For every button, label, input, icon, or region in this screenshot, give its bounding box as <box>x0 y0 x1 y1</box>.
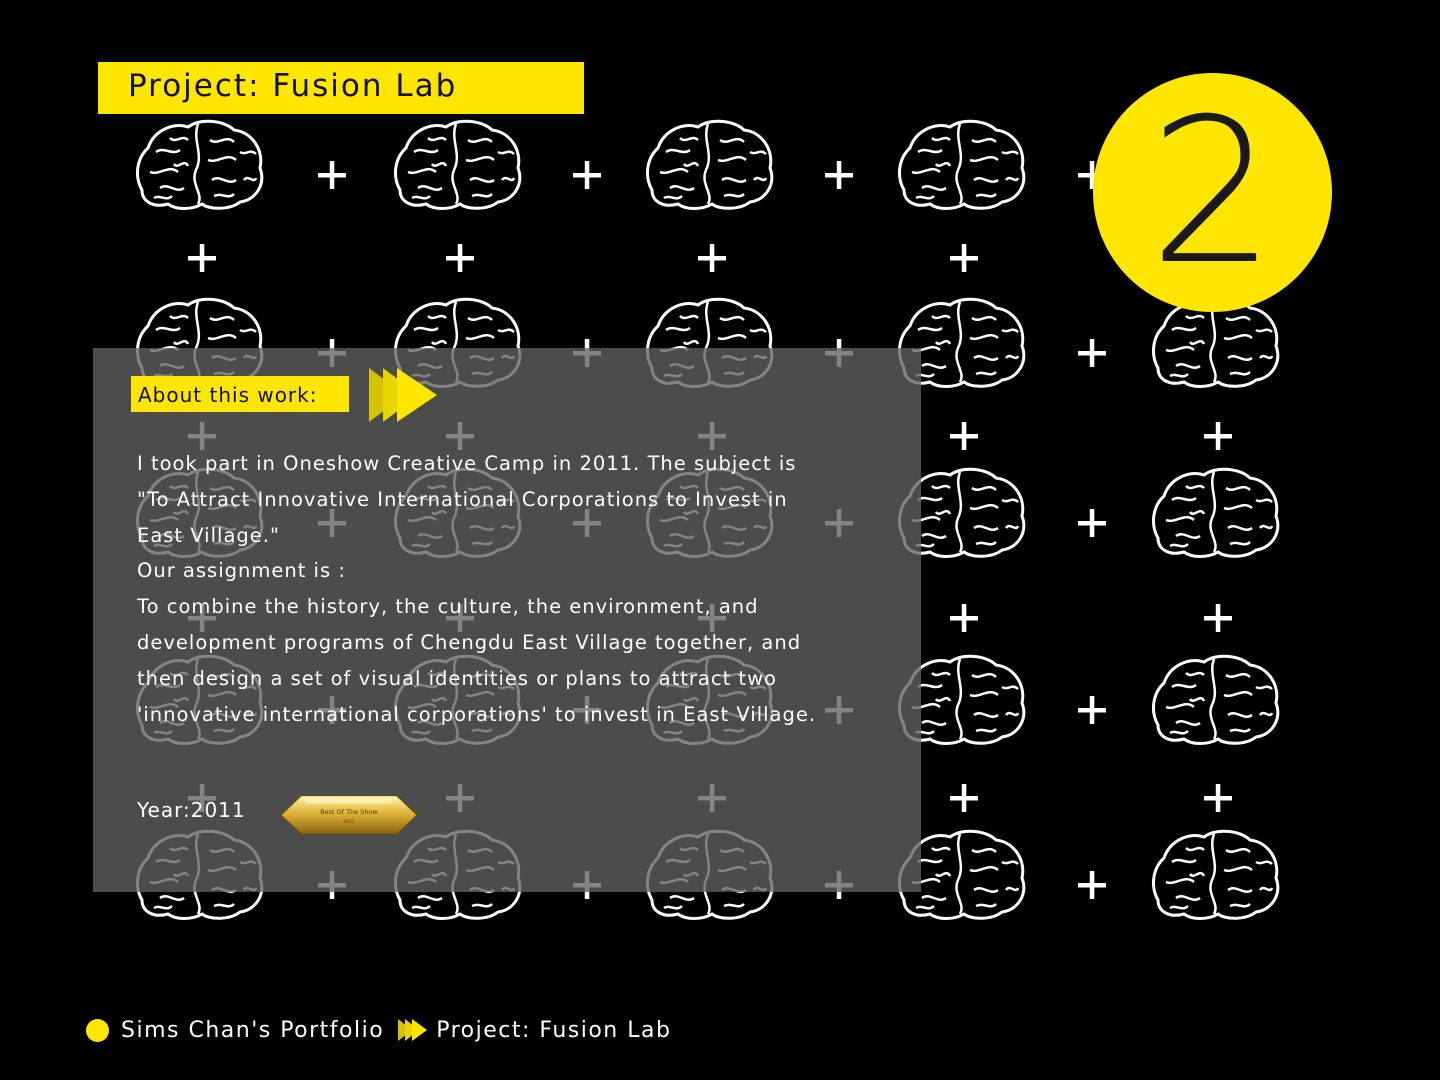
plus-icon <box>698 244 726 272</box>
description-line: 'innovative international corporations' to invest in East Village. <box>137 702 817 726</box>
triple-chevron-icon <box>369 366 441 424</box>
brain-icon <box>647 121 771 208</box>
about-label: About this work: <box>138 383 318 407</box>
plus-icon <box>1078 339 1106 367</box>
plus-icon <box>1204 422 1232 450</box>
brain-icon <box>1153 469 1277 556</box>
plus-icon <box>825 161 853 189</box>
project-number: 2 <box>1148 76 1277 309</box>
breadcrumb-portfolio[interactable]: Sims Chan's Portfolio <box>121 1017 385 1043</box>
project-title-bar <box>98 62 584 114</box>
project-number-badge <box>1093 73 1332 312</box>
description-line: I took part in Oneshow Creative Camp in 2011. The subject is <box>137 452 797 475</box>
brain-icon <box>1153 656 1277 743</box>
plus-icon <box>1078 509 1106 537</box>
project-title: Project: Fusion Lab <box>128 68 458 104</box>
plus-icon <box>188 244 216 272</box>
about-panel <box>93 348 921 892</box>
plus-icon <box>1078 871 1106 899</box>
plus-icon <box>573 161 601 189</box>
plus-icon <box>1204 784 1232 812</box>
brain-icon <box>137 121 261 208</box>
description-line: "To Attract Innovative International Corporations to Invest in <box>137 487 788 511</box>
plus-icon <box>950 244 978 272</box>
plus-icon <box>1078 696 1106 724</box>
plus-icon <box>950 604 978 632</box>
plus-icon <box>318 161 346 189</box>
plus-icon <box>1204 604 1232 632</box>
plus-icon <box>446 244 474 272</box>
description-line: development programs of Chengdu East Village together, and <box>137 630 802 654</box>
project-year: Year:2011 <box>137 798 246 822</box>
description-line: To combine the history, the culture, the environment, and <box>137 595 759 619</box>
brain-icon <box>395 121 519 208</box>
description-line: East Village." <box>137 523 280 547</box>
gold-pencil-award-icon <box>279 790 419 840</box>
description-line: then design a set of visual identities or plans to attract two <box>137 666 777 690</box>
description-line: Our assignment is : <box>137 559 346 583</box>
award-label: Best Of The Show <box>320 808 378 816</box>
about-description <box>137 446 857 732</box>
plus-icon <box>950 784 978 812</box>
about-label-box <box>131 376 349 412</box>
breadcrumb-project: Project: Fusion Lab <box>436 1017 672 1043</box>
brain-icon <box>899 121 1023 208</box>
breadcrumb <box>86 1012 671 1048</box>
triple-chevron-icon <box>398 1018 428 1042</box>
yellow-dot-icon <box>86 1019 109 1042</box>
plus-icon <box>950 422 978 450</box>
award-year: 2011 <box>343 820 355 825</box>
brain-icon <box>1153 299 1277 386</box>
brain-icon <box>1153 831 1277 918</box>
